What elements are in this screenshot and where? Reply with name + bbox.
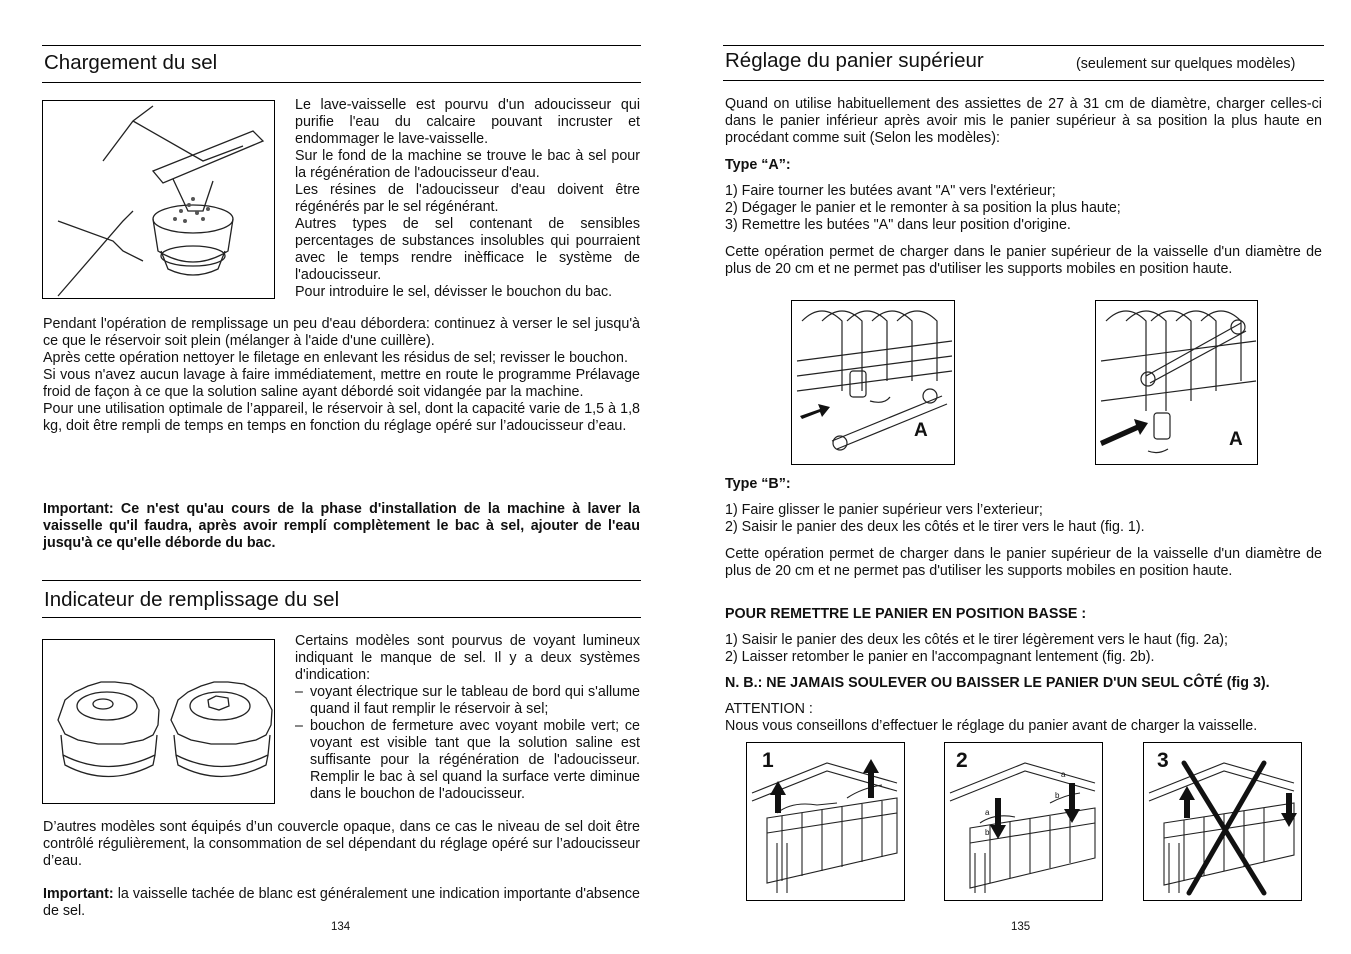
paragraph: Autres types de sel contenant de sensibles percentages de substances insolubles qui pourraient avec le temps rendre inèfficace le système de l'adoucisseur. <box>295 216 640 283</box>
lower-position-label: POUR REMETTRE LE PANIER EN POSITION BASSE : <box>725 606 1087 622</box>
salt-loading-illustration <box>42 100 275 299</box>
step: 2) Saisir le panier des deux les côtés et le tirer vers le haut (fig. 1). <box>725 519 1145 535</box>
nb-fig-ref: (fig 3). <box>1226 675 1270 691</box>
salt-funnel-drawing <box>43 101 274 298</box>
basket-lower-drawing <box>945 743 1102 900</box>
type-b-label: Type “B”: <box>725 476 791 492</box>
list-item-text: voyant électrique sur le tableau de bord qui s'allume quand il faut remplir le réservoir à sel; <box>310 684 640 717</box>
section-rule-top <box>723 45 1324 46</box>
dash-marker: – <box>295 718 303 734</box>
salt-indicator-intro <box>295 633 640 803</box>
section-rule-top <box>42 580 641 581</box>
lower-position-steps <box>725 632 1322 666</box>
attention-label: ATTENTION : <box>725 701 813 717</box>
salt-caps-drawing <box>43 640 274 803</box>
step: 1) Saisir le panier des deux les côtés et le tirer légèrement vers le haut (fig. 2a); <box>725 632 1229 648</box>
list-item <box>295 684 640 718</box>
type-b-note: Cette opération permet de charger dans le panier supérieur de la vaisselle d'un diamètre de plus de 20 cm et ne permet pas d'utiliser les supports mobiles en position haute. <box>725 546 1322 579</box>
step: 1) Faire tourner les butées avant "A" vers l'extérieur; <box>725 183 1056 199</box>
paragraph: Si vous n'avez aucun lavage à faire immédiatement, mettre en route le programme Prélavage froid de façon à ce que la solution saline ayant débordé soit vidangée par la machine. <box>43 367 640 400</box>
dash-marker: – <box>295 684 303 700</box>
paragraph: Le lave-vaisselle est pourvu d'un adoucisseur qui purifie l'eau du calcaire pouvant incruster et endommager le lave-vaisselle. <box>295 97 640 147</box>
salt-loading-body <box>43 316 640 435</box>
stopper-label: A <box>1229 429 1243 450</box>
section-rule-bottom <box>42 617 641 618</box>
page-number-right: 135 <box>1011 921 1031 933</box>
nb-warning <box>725 675 1322 692</box>
step-mark: b <box>985 828 990 837</box>
salt-cap-illustration <box>42 639 275 804</box>
type-b-steps <box>725 502 1322 536</box>
section-title-note: (seulement sur quelques modèles) <box>1076 56 1296 72</box>
type-a-steps <box>725 183 1322 234</box>
list-item-text: bouchon de fermeture avec voyant mobile vert; ce voyant est visible tant que la solution saline est suffisante pour la régénération de l'adoucisseur. Remplir le bac à sel quand la surface verte diminue dans le bouchon de l'adoucisseur. <box>310 718 640 802</box>
paragraph: Après cette opération nettoyer le filetage en enlevant les résidus de sel; revisser le bouchon. <box>43 350 628 366</box>
attention-text: Nous vous conseillons d’effectuer le réglage du panier avant de charger la vaisselle. <box>725 718 1258 734</box>
section-rule-bottom <box>42 82 641 83</box>
section-title-salt-loading: Chargement du sel <box>44 51 218 74</box>
salt-loading-intro <box>295 97 640 301</box>
section-title-salt-indicator: Indicateur de remplissage du sel <box>44 588 340 611</box>
important-label: Important: <box>43 886 114 902</box>
step: 2) Dégager le panier et le remonter à sa position la plus haute; <box>725 200 1121 216</box>
list-item <box>295 718 640 803</box>
figure-number: 2 <box>956 749 968 772</box>
basket-stopper-out-drawing <box>792 301 954 464</box>
basket-stopper-in-drawing <box>1096 301 1257 464</box>
figure-2 <box>944 742 1103 901</box>
type-a-label: Type “A”: <box>725 157 791 173</box>
figure-number: 3 <box>1157 749 1169 772</box>
basket-intro: Quand on utilise habituellement des assiettes de 27 à 31 cm de diamètre, charger celles-ci dans le panier inférieur après avoir mis le panier supérieur à sa position la plus haute en procédant comme suit (Selon les modèles): <box>725 96 1322 146</box>
type-a-figure-left <box>791 300 955 465</box>
step: 1) Faire glisser le panier supérieur vers l’exterieur; <box>725 502 1043 518</box>
important-text: la vaisselle tachée de blanc est généralement une indication importante d'absence de sel. <box>43 886 640 919</box>
paragraph: Pour une utilisation optimale de l’appareil, le réservoir à sel, dont la capacité varie de 1,5 à 1,8 kg, doit être rempli de temps en temps en fonction du réglage opéré sur l’adoucisseur d’eau. <box>43 401 640 434</box>
step-mark: a <box>1061 770 1066 779</box>
page-number-left: 134 <box>331 921 351 933</box>
paragraph: Les résines de l'adoucisseur d'eau doivent être régénérés par le sel régénérant. <box>295 182 640 215</box>
section-rule-bottom <box>723 80 1324 81</box>
step: 2) Laisser retomber le panier en l'accompagnant lentement (fig. 2b). <box>725 649 1155 665</box>
step: 3) Remettre les butées "A" dans leur position d'origine. <box>725 217 1071 233</box>
paragraph: Pendant l'opération de remplissage un peu d'eau débordera: continuez à verser le sel jusqu'à ce que le réservoir soit plein (mélanger à l'aide d'une cuillère). <box>43 316 640 349</box>
salt-indicator-important <box>43 886 640 920</box>
paragraph: Certains modèles sont pourvus de voyant lumineux indiquant le manque de sel. Il y a deux systèmes d'indication: <box>295 633 640 683</box>
salt-indicator-body: D’autres modèles sont équipés d’un couvercle opaque, dans ce cas le niveau de sel doit être contrôlé régulièrement, la consommation de sel dépendant du réglage opéré sur l’adoucisseur d’eau. <box>43 819 640 869</box>
type-a-figure-right <box>1095 300 1258 465</box>
step-mark: a <box>985 808 990 817</box>
salt-loading-important: Important: Ce n'est qu'au cours de la phase d'installation de la machine à laver la vaisselle qu'il faudra, après avoir remplí complètement le bac à sel, ajouter de l'eau jusqu'à ce qu'elle déborde du bac. <box>43 501 640 551</box>
paragraph: Pour introduire le sel, dévisser le bouchon du bac. <box>295 284 613 300</box>
type-a-note: Cette opération permet de charger dans le panier supérieur de la vaisselle d'un diamètre de plus de 20 cm et ne permet pas d'utiliser les supports mobiles en position haute. <box>725 244 1322 277</box>
step-mark: b <box>1055 791 1060 800</box>
figure-number: 1 <box>762 749 774 772</box>
section-title-basket-adjust: Réglage du panier supérieur <box>725 49 984 72</box>
section-rule-top <box>42 45 641 46</box>
nb-text: N. B.: NE JAMAIS SOULEVER OU BAISSER LE PANIER D'UN SEUL CÔTÉ <box>725 675 1223 691</box>
paragraph: Sur le fond de la machine se trouve le bac à sel pour la régénération de l'adoucisseur d'eau. <box>295 148 640 181</box>
stopper-label: A <box>914 420 928 441</box>
attention-note <box>725 701 1322 735</box>
